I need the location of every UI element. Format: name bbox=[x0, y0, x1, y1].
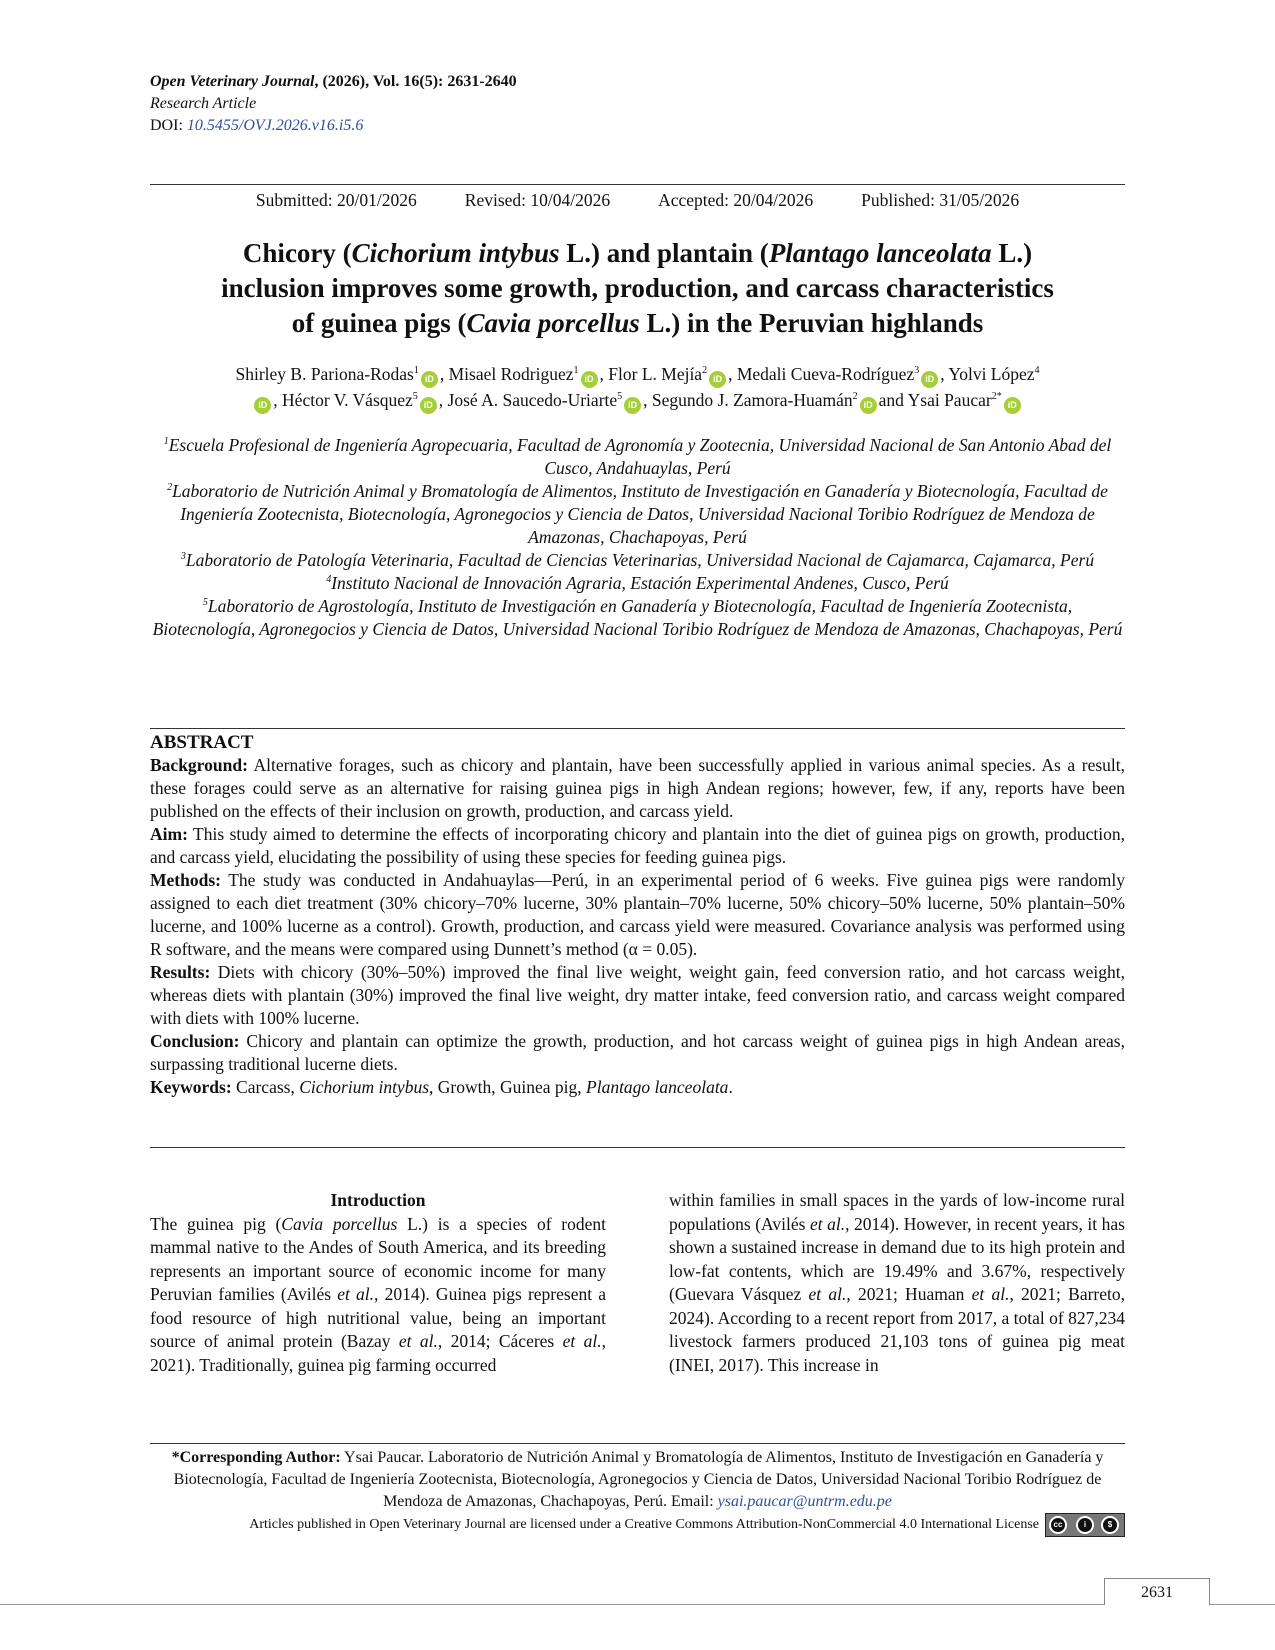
title-text: inclusion improves some growth, production, and carcass characteristics bbox=[221, 273, 1054, 303]
author-name: , Yolvi López bbox=[940, 364, 1035, 384]
author-affil-num: 5 bbox=[617, 391, 623, 403]
author-name: , Medali Cueva-Rodríguez bbox=[728, 364, 915, 384]
nc-icon: $ bbox=[1101, 1516, 1119, 1534]
section-label: Keywords: bbox=[150, 1077, 232, 1097]
section-text: The study was conducted in Andahuaylas—Perú, in an experimental period of 6 weeks. Five guinea pigs were randomly assigned to each diet treatment (30% chicory–70% lucerne, 30% plantain–70% lucerne, 50% chicory–50% lucerne, 50% plantain–50% lucerne, and 100% lucerne as a control). Growth, production, and carcass yield were measured. Covariance analysis was performed using R software, and the means were compared using Dunnett’s method (α = 0.05). bbox=[150, 870, 1125, 959]
published-date: Published: 31/05/2026 bbox=[861, 190, 1020, 210]
section-label: Results: bbox=[150, 962, 211, 982]
author-list bbox=[150, 362, 1125, 414]
email-link[interactable]: ysai.paucar@untrm.edu.pe bbox=[717, 1493, 892, 1510]
section-text: This study aimed to determine the effects of incorporating chicory and plantain into the diet of guinea pigs on growth, production, and carcass yield, elucidating the possibility of using these species for feeding guinea pigs. bbox=[150, 824, 1125, 867]
doi-link[interactable]: 10.5455/OVJ.2026.v16.i5.6 bbox=[186, 117, 364, 134]
cc-icon: cc bbox=[1049, 1516, 1067, 1534]
footnote-rule bbox=[150, 1443, 1125, 1444]
license-line bbox=[150, 1513, 1125, 1537]
section-label: Aim: bbox=[150, 824, 188, 844]
title-text: L.) and plantain ( bbox=[559, 238, 769, 268]
keyword: , Growth, Guinea pig, bbox=[429, 1077, 587, 1097]
section-text: Chicory and plantain can optimize the growth, production, and hot carcass weight of guinea pigs in high Andean areas, surpassing traditional lucerne diets. bbox=[150, 1031, 1125, 1074]
orcid-icon[interactable]: iD bbox=[624, 397, 641, 414]
cc-by-nc-icon[interactable] bbox=[1045, 1513, 1125, 1537]
title-text: Chicory ( bbox=[242, 238, 352, 268]
accepted-date: Accepted: 20/04/2026 bbox=[658, 190, 814, 210]
article-type: Research Article bbox=[150, 95, 257, 112]
orcid-icon[interactable]: iD bbox=[709, 371, 726, 388]
affiliation-text: Laboratorio de Agrostología, Instituto de Investigación en Ganadería y Biotecnología, Facultad de Ingeniería Zootecnista, Biotecnología, Agronegocios y Ciencia de Datos, Universidad Nacional Toribio Rodríguez de Mendoza de Amazonas, Chachapoyas, Perú bbox=[152, 596, 1123, 639]
author-affil-num: 2* bbox=[991, 391, 1002, 403]
journal-issue: , (2026), Vol. 16(5): 2631-2640 bbox=[314, 73, 517, 90]
author-name: and Ysai Paucar bbox=[878, 390, 992, 410]
body-text: , 2014; Cáceres bbox=[437, 1331, 563, 1351]
title-text: L.) bbox=[991, 238, 1033, 268]
orcid-icon[interactable]: iD bbox=[420, 397, 437, 414]
author-name: , Segundo J. Zamora-Huamán bbox=[643, 390, 853, 410]
section-label: Background: bbox=[150, 755, 248, 775]
orcid-icon[interactable]: iD bbox=[921, 371, 938, 388]
author-name: , Héctor V. Vásquez bbox=[273, 390, 413, 410]
citation-etal: et al. bbox=[562, 1331, 602, 1351]
citation-etal: et al. bbox=[809, 1213, 846, 1234]
paragraph bbox=[150, 1213, 606, 1378]
body-column-left bbox=[150, 1189, 606, 1377]
paragraph bbox=[669, 1189, 1125, 1377]
affiliation-text: Laboratorio de Patología Veterinaria, Facultad de Ciencias Veterinarias, Universidad Nacional de Cajamarca, Cajamarca, Perú bbox=[185, 550, 1095, 570]
section-text: Diets with chicory (30%–50%) improved the final live weight, weight gain, feed conversion ratio, and hot carcass weight, whereas diets with plantain (30%) improved the final live weight, dry matter intake, feed conversion ratio, and carcass weight compared with diets with 100% lucerne. bbox=[150, 962, 1125, 1028]
author-affil-num: 3 bbox=[914, 365, 920, 377]
keyword: Plantago lanceolata bbox=[586, 1077, 729, 1097]
section-text: Alternative forages, such as chicory and plantain, have been successfully applied in various animal species. As a result, these forages could serve as an alternative for raising guinea pigs in high Andean regions; however, few, if any, reports have been published on the effects of their inclusion on growth, production, and carcass yield. bbox=[150, 755, 1125, 821]
doi-label: DOI: bbox=[150, 117, 187, 134]
license-text: Articles published in Open Veterinary Journal are licensed under a Creative Commons Attribution-NonCommercial 4.0 International License bbox=[249, 1517, 1039, 1532]
journal-name: Open Veterinary Journal bbox=[150, 73, 315, 90]
orcid-icon[interactable]: iD bbox=[254, 397, 271, 414]
article-title bbox=[150, 236, 1125, 341]
affiliation bbox=[150, 549, 1125, 572]
title-text: L.) in the Peruvian highlands bbox=[639, 308, 984, 338]
body-text: , 2021; Huaman bbox=[846, 1284, 972, 1304]
abstract-background bbox=[150, 754, 1125, 823]
section-label: Conclusion: bbox=[150, 1031, 240, 1051]
corr-text: Ysai Paucar. Laboratorio de Nutrición Animal y Bromatología de Alimentos, Instituto de Investigación en Ganadería y Biotecnología, Facultad de Ingeniería Zootecnista, Biotecnología, Agronegocios y Ciencia de Datos, Universidad Nacional Toribio Rodríguez de Mendoza de Amazonas, Chachapoyas, Perú. Email: bbox=[173, 1449, 1104, 1510]
title-text: of guinea pigs ( bbox=[291, 308, 467, 338]
abstract-heading: ABSTRACT bbox=[150, 732, 254, 753]
keyword: Cichorium intybus bbox=[299, 1077, 430, 1097]
body-text: L.) is a species of rodent mammal native to the Andes of South America, and its breeding represents an important source of economic income for many Peruvian families (Avilés bbox=[150, 1213, 606, 1304]
revised-date: Revised: 10/04/2026 bbox=[464, 190, 611, 210]
journal-header bbox=[150, 71, 517, 137]
title-species: Cichorium intybus bbox=[351, 238, 560, 268]
abstract-top-rule bbox=[150, 728, 1125, 729]
orcid-icon[interactable]: iD bbox=[860, 397, 877, 414]
journal-citation bbox=[150, 71, 517, 93]
orcid-icon[interactable]: iD bbox=[421, 371, 438, 388]
corresponding-author bbox=[150, 1447, 1125, 1513]
corr-label: *Corresponding Author: bbox=[171, 1449, 341, 1466]
title-species: Cavia porcellus bbox=[466, 308, 640, 338]
submitted-date: Submitted: 20/01/2026 bbox=[255, 190, 417, 210]
title-species: Plantago lanceolata bbox=[768, 238, 992, 268]
doi-line bbox=[150, 115, 517, 137]
body-text: , 2021). Traditionally, guinea pig farming occurred bbox=[150, 1331, 606, 1375]
author-name: Shirley B. Pariona-Rodas bbox=[235, 364, 414, 384]
affiliation bbox=[150, 480, 1125, 549]
author-affil-num: 4 bbox=[1034, 365, 1040, 377]
affiliation bbox=[150, 595, 1125, 641]
author-name: , Flor L. Mejía bbox=[599, 364, 703, 384]
section-label: Methods: bbox=[150, 870, 221, 890]
author-affil-num: 2 bbox=[702, 365, 708, 377]
affiliation-num: 1 bbox=[163, 436, 169, 448]
section-heading: Introduction bbox=[330, 1190, 426, 1210]
header-rule bbox=[150, 184, 1125, 185]
affiliation-text: Instituto Nacional de Innovación Agraria, Estación Experimental Andenes, Cusco, Perú bbox=[331, 573, 949, 593]
abstract-conclusion bbox=[150, 1030, 1125, 1076]
affiliation-text: Escuela Profesional de Ingeniería Agropecuaria, Facultad de Agronomía y Zootecnia, Universidad Nacional de San Antonio Abad del Cusco, Andahuaylas, Perú bbox=[168, 435, 1112, 478]
author-affil-num: 5 bbox=[412, 391, 418, 403]
affiliation bbox=[150, 434, 1125, 480]
body-text: , 2021; Barreto, 2024). According to a recent report from 2017, a total of 827,234 livestock farmers produced 21,103 tons of guinea pig meat (INEI, 2017). This increase in bbox=[669, 1284, 1126, 1375]
abstract-keywords bbox=[150, 1076, 1125, 1099]
page-number: 2631 bbox=[1104, 1578, 1210, 1605]
affiliation-text: Laboratorio de Nutrición Animal y Bromatología de Alimentos, Instituto de Investigación en Ganadería y Biotecnología, Facultad de Ingeniería Zootecnista, Biotecnología, Agronegocios y Ciencia de Datos, Universidad Nacional Toribio Rodríguez de Mendoza de Amazonas, Chachapoyas, Perú bbox=[172, 481, 1108, 547]
orcid-icon[interactable]: iD bbox=[1004, 397, 1021, 414]
keyword: . bbox=[728, 1077, 733, 1097]
keyword: Carcass, bbox=[231, 1077, 300, 1097]
affiliation-list bbox=[150, 434, 1125, 641]
abstract-bottom-rule bbox=[150, 1147, 1125, 1148]
author-affil-num: 2 bbox=[852, 391, 858, 403]
species-name: Cavia porcellus bbox=[281, 1213, 398, 1234]
by-icon: i bbox=[1076, 1516, 1094, 1534]
orcid-icon[interactable]: iD bbox=[581, 371, 598, 388]
affiliation-num: 3 bbox=[180, 551, 186, 563]
abstract-results bbox=[150, 961, 1125, 1030]
footer-line bbox=[0, 1604, 1275, 1605]
abstract-section bbox=[150, 731, 1125, 1099]
author-name: , José A. Saucedo-Uriarte bbox=[438, 390, 618, 410]
affiliation-num: 2 bbox=[167, 482, 173, 494]
citation-etal: et al. bbox=[808, 1284, 847, 1304]
citation-etal: et al. bbox=[971, 1284, 1010, 1304]
body-text: , 2014). Guinea pigs represent a food resource of high nutritional value, being an important source of animal protein (Bazay bbox=[150, 1284, 607, 1351]
citation-etal: et al. bbox=[337, 1284, 375, 1304]
body-text: The guinea pig ( bbox=[150, 1213, 282, 1234]
author-affil-num: 1 bbox=[413, 365, 419, 377]
abstract-methods bbox=[150, 869, 1125, 961]
body-column-right bbox=[669, 1189, 1125, 1377]
author-name: , Misael Rodriguez bbox=[439, 364, 574, 384]
body-text: , 2014). However, in recent years, it has shown a sustained increase in demand due to its high protein and low-fat contents, which are 19.49% and 3.67%, respectively (Guevara Vásquez bbox=[669, 1213, 1125, 1304]
body-text: within families in small spaces in the yards of low-income rural populations (Avilés bbox=[669, 1190, 1125, 1234]
abstract-aim bbox=[150, 823, 1125, 869]
affiliation-num: 4 bbox=[326, 574, 332, 586]
article-dates bbox=[150, 190, 1125, 211]
citation-etal: et al. bbox=[398, 1331, 438, 1351]
affiliation-num: 5 bbox=[202, 597, 208, 609]
affiliation bbox=[150, 572, 1125, 595]
author-affil-num: 1 bbox=[573, 365, 579, 377]
